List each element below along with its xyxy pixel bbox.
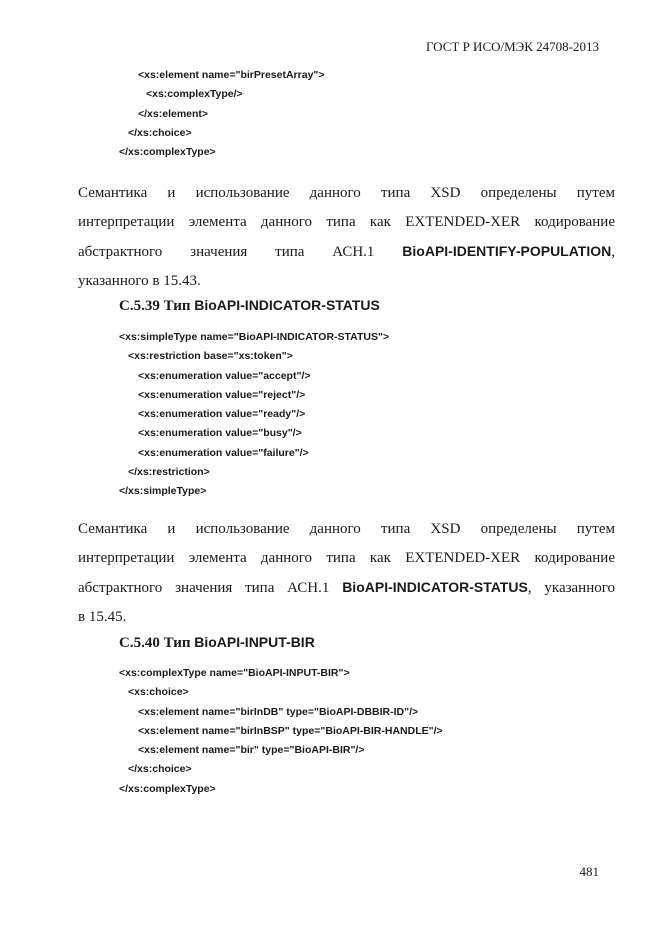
paragraph-line [78,573,615,603]
code-line: </xs:complexType> [119,782,216,795]
code-line: <xs:enumeration value="ready"/> [138,408,306,421]
code-line: <xs:element name="birInDB" type="BioAPI-DBBIR-ID"/> [138,705,419,718]
text-fragment: абстрактного значения типа АСН.1 [78,580,330,596]
code-line: <xs:element name="bir" type="BioAPI-BIR"/> [138,744,365,757]
paragraph-semantics-1 [78,179,615,296]
code-line: <xs:enumeration value="accept"/> [138,369,311,382]
code-line: <xs:complexType name="BioAPI-INPUT-BIR"> [119,667,350,679]
paragraph-line: Семантика и использование данного типа XSD определены путем [78,521,615,537]
code-line: </xs:choice> [128,126,192,139]
code-line: <xs:complexType/> [146,88,243,101]
page-number: 481 [579,864,599,879]
code-line: <xs:restriction base="xs:token"> [128,350,293,363]
code-block-xsd-3 [0,664,443,799]
paragraph-line: Семантика и использование данного типа XSD определены путем [78,185,615,201]
code-block-xsd-1 [0,66,325,162]
code-line: </xs:restriction> [128,466,210,479]
paragraph-semantics-2 [78,515,615,632]
section-number: C.5.39 Тип [119,298,191,314]
section-type-name: BioAPI-INPUT-BIR [194,634,315,650]
running-header: ГОСТ Р ИСО/МЭК 24708-2013 [425,39,599,54]
code-line: <xs:enumeration value="failure"/> [138,446,309,459]
code-line: <xs:element name="birInBSP" type="BioAPI-BIR-HANDLE"/> [138,724,443,737]
code-block-xsd-2 [0,328,389,502]
code-line: </xs:choice> [128,763,192,776]
code-line: <xs:choice> [128,686,189,699]
paragraph-line: в 15.45. [78,609,127,625]
code-line: <xs:enumeration value="busy"/> [138,427,302,440]
paragraph-line: интерпретации элемента данного типа как EXTENDED-XER кодирование [78,550,615,566]
type-name-term: BioAPI-IDENTIFY-POPULATION [402,243,612,259]
paragraph-line [78,237,615,267]
code-line: <xs:enumeration value="reject"/> [138,388,306,401]
code-line: </xs:simpleType> [119,485,207,498]
code-line: </xs:complexType> [119,146,216,159]
type-name-term: BioAPI-INDICATOR-STATUS [342,579,528,595]
section-heading-c-5-39 [119,297,380,315]
section-type-name: BioAPI-INDICATOR-STATUS [194,297,380,313]
section-heading-c-5-40 [119,634,315,652]
code-line: <xs:element name="birPresetArray"> [138,69,325,81]
code-line: </xs:element> [138,107,209,120]
paragraph-line: интерпретации элемента данного типа как EXTENDED-XER кодирование [78,214,615,230]
text-fragment: , [611,244,615,260]
section-number: C.5.40 Тип [119,635,191,651]
code-line: <xs:simpleType name="BioAPI-INDICATOR-STATUS"> [119,331,390,343]
text-fragment: абстрактного значения типа АСН.1 [78,244,375,260]
text-fragment: , указанного [527,580,616,596]
paragraph-line: указанного в 15.43. [78,273,201,289]
